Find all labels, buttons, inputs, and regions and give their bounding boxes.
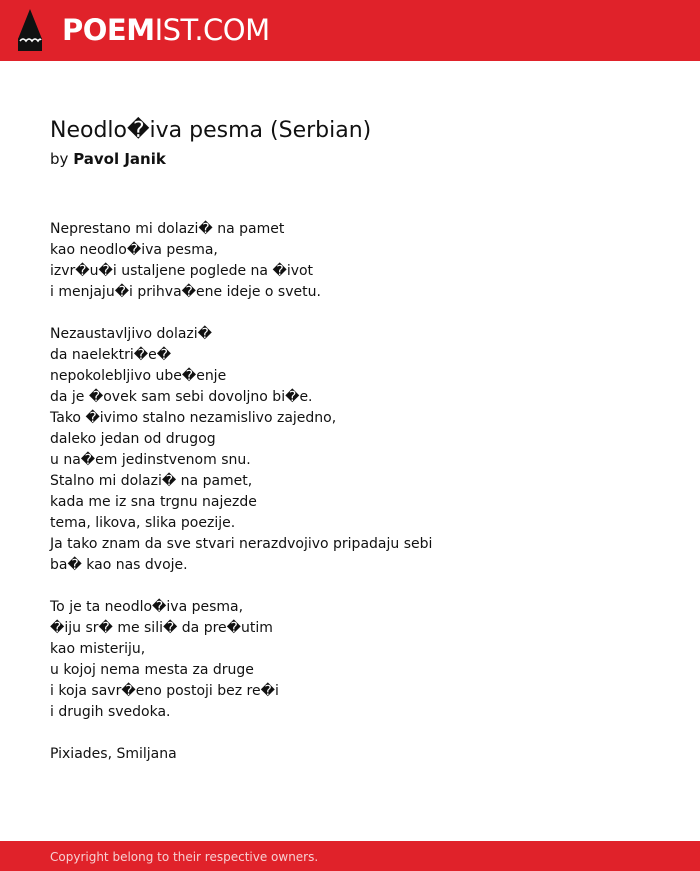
site-header [0, 0, 700, 61]
poem-line: u na�em jedinstvenom snu. [50, 452, 251, 468]
logo-bold-text: POEM [62, 13, 155, 47]
poem-line: Tako �ivimo stalno nezamislivo zajedno, [50, 410, 337, 426]
poem-line: Stalno mi dolazi� na pamet, [50, 473, 253, 489]
poem-line: u kojoj nema mesta za druge [50, 662, 254, 678]
logo-light-text: IST.COM [154, 13, 270, 47]
poem-line: da naelektri�e� [50, 347, 172, 363]
poem-line: i drugih svedoka. [50, 704, 171, 720]
poem-line: tema, likova, slika poezije. [50, 515, 236, 531]
site-logo[interactable] [62, 12, 270, 48]
pencil-tip-icon[interactable] [18, 9, 42, 51]
poem-line: Neprestano mi dolazi� na pamet [50, 221, 285, 237]
stanza-break [50, 303, 650, 324]
poem-line: izvr�u�i ustaljene poglede na �ivot [50, 263, 314, 279]
site-footer [0, 841, 700, 871]
byline-prefix: by [50, 150, 69, 168]
poem-line: Pixiades, Smiljana [50, 746, 177, 762]
author-name: Pavol Janik [73, 150, 166, 168]
stanza-break [50, 723, 650, 744]
poem-line: daleko jedan od drugog [50, 431, 216, 447]
poem-line: Ja tako znam da sve stvari nerazdvojivo pripadaju sebi [50, 536, 433, 552]
poem-line: i menjaju�i prihva�ene ideje o svetu. [50, 284, 321, 300]
poem-line: To je ta neodlo�iva pesma, [50, 599, 244, 615]
poem-line: ba� kao nas dvoje. [50, 557, 188, 573]
stanza-break [50, 576, 650, 597]
poem-line: kao misteriju, [50, 641, 146, 657]
copyright-text: Copyright belong to their respective owners. [50, 850, 319, 864]
poem-line: da je �ovek sam sebi dovoljno bi�e. [50, 389, 313, 405]
poem-title: Neodlo�iva pesma (Serbian) [50, 118, 372, 143]
poem-line: nepokolebljivo ube�enje [50, 368, 227, 384]
poem-line: kada me iz sna trgnu najezde [50, 494, 257, 510]
poem-body [50, 219, 650, 765]
poem-line: i koja savr�eno postoji bez re�i [50, 683, 279, 699]
byline [50, 149, 166, 169]
poem-line: �iju sr� me sili� da pre�utim [50, 620, 273, 636]
poem-line: kao neodlo�iva pesma, [50, 242, 218, 258]
poem-line: Nezaustavljivo dolazi� [50, 326, 213, 342]
